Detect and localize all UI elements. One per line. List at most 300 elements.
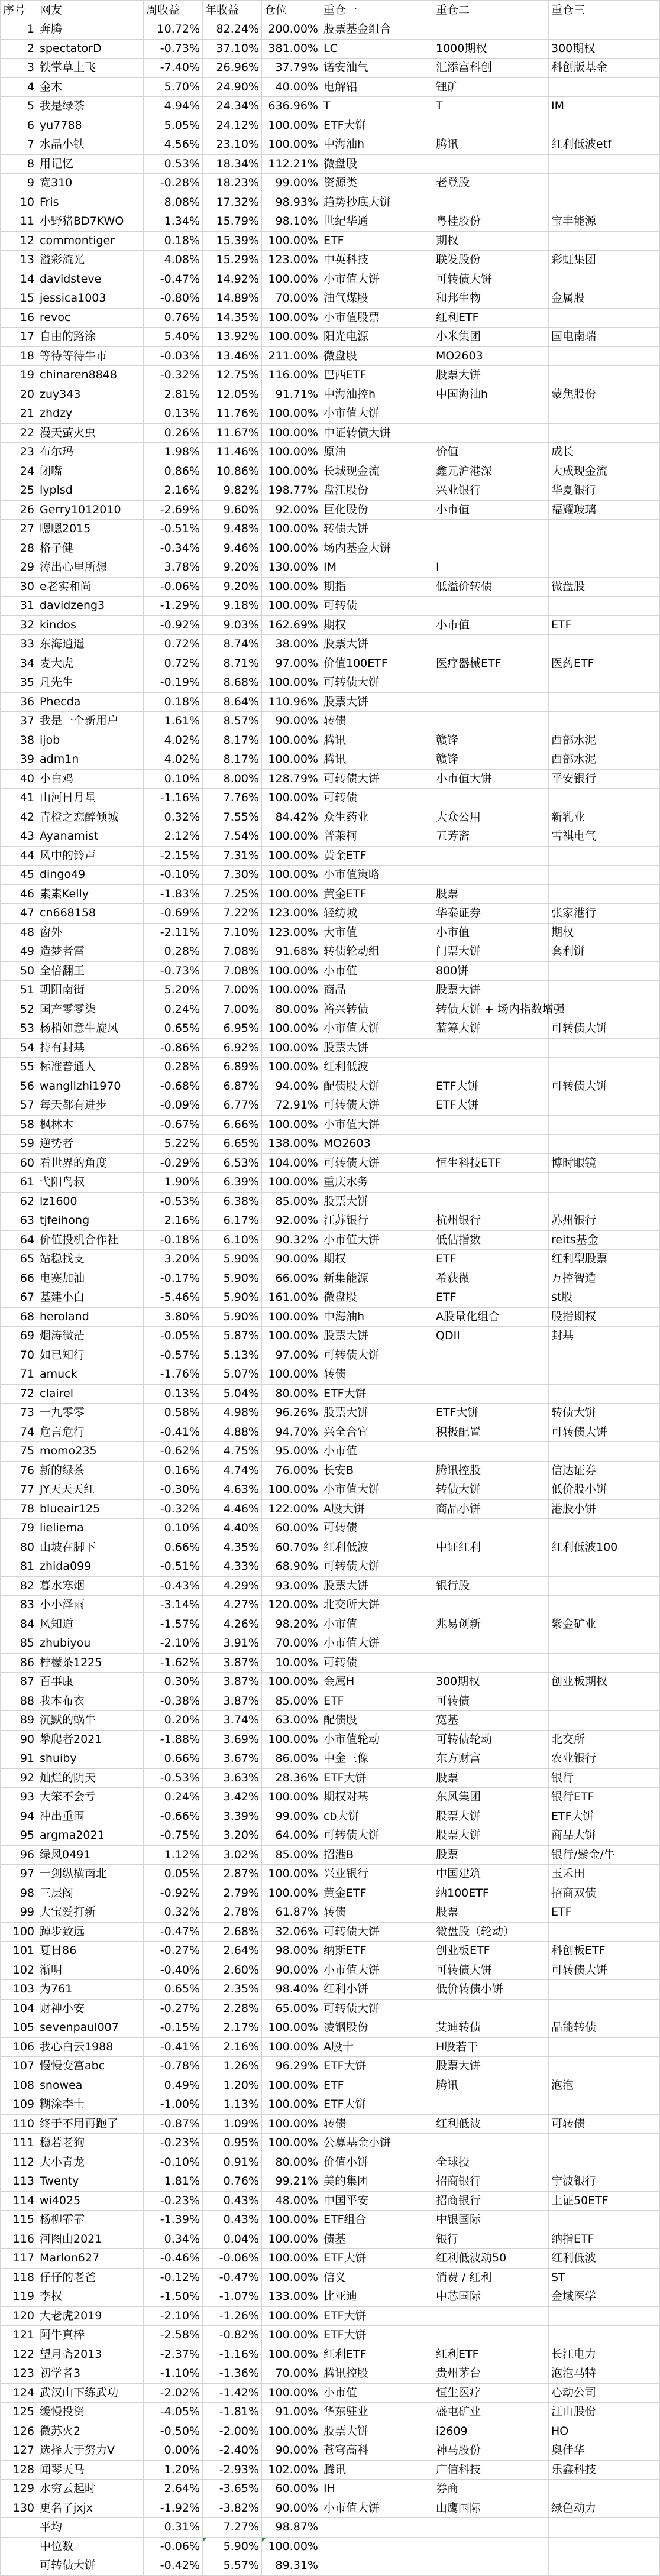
cell-holding-2: 期权 xyxy=(433,231,549,251)
cell-weekly-return: 0.20% xyxy=(144,1711,203,1731)
cell-weekly-return: -0.47% xyxy=(144,270,203,289)
cell-holding-2: 盛屯矿业 xyxy=(433,2403,549,2422)
cell-weekly-return: 0.72% xyxy=(144,654,203,673)
cell-weekly-return: 4.56% xyxy=(144,135,203,155)
cell-holding-2: H股若干 xyxy=(433,2037,549,2057)
cell-holding-1: 黄金ETF xyxy=(321,1884,433,1903)
cell-position: 90.00% xyxy=(262,712,321,731)
cell-holding-1: ETF xyxy=(321,2076,433,2095)
cell-index: 96 xyxy=(1,1845,37,1865)
cell-position: 72.91% xyxy=(262,1096,321,1116)
cell-position: 80.00% xyxy=(262,1384,321,1404)
cell-holding-3: 长江电力 xyxy=(549,2345,660,2364)
cell-holding-1: 小市值大饼 xyxy=(321,404,433,424)
cell-user: 望月斋2013 xyxy=(37,2345,144,2364)
cell-annual-return: 4.46% xyxy=(203,1499,262,1519)
cell-annual-return: 17.32% xyxy=(203,193,262,212)
cell-index: 130 xyxy=(1,2499,37,2518)
cell-holding-1: 可转债大饼 xyxy=(321,1153,433,1173)
cell-index: 90 xyxy=(1,1730,37,1749)
table-row xyxy=(1,1135,660,1154)
cell-user: blueair125 xyxy=(37,1499,144,1519)
cell-weekly-return: -0.10% xyxy=(144,866,203,885)
cell-holding-1: 腾讯 xyxy=(321,731,433,750)
cell-holding-3: 紫金矿业 xyxy=(549,1615,660,1634)
cell-index: 56 xyxy=(1,1077,37,1096)
cell-weekly-return: -0.18% xyxy=(144,1230,203,1250)
cell-holding-2: 联发股份 xyxy=(433,251,549,270)
cell-holding-3: 晶能转债 xyxy=(549,2018,660,2038)
cell-holding-3: 平安银行 xyxy=(549,769,660,789)
cell-index: 82 xyxy=(1,1576,37,1596)
cell-index: 34 xyxy=(1,654,37,673)
cell-index: 125 xyxy=(1,2403,37,2422)
cell-holding-1: 裕兴转债 xyxy=(321,1000,433,1019)
cell-holding-3: 博时眼镜 xyxy=(549,1153,660,1173)
cell-holding-1: 长安B xyxy=(321,1461,433,1480)
cell-position: 80.00% xyxy=(262,2153,321,2172)
cell-holding-2 xyxy=(433,2556,549,2576)
cell-user: 杨柳霏霏 xyxy=(37,2211,144,2230)
cell-index: 91 xyxy=(1,1749,37,1769)
cell-index: 30 xyxy=(1,577,37,597)
cell-holding-1: 中证转债大饼 xyxy=(321,423,433,443)
cell-annual-return: 6.17% xyxy=(203,1211,262,1231)
cell-weekly-return: 1.90% xyxy=(144,1173,203,1193)
cell-user: e老实和尚 xyxy=(37,577,144,597)
cell-holding-2: 中银国际 xyxy=(433,2211,549,2230)
cell-position: 90.00% xyxy=(262,2441,321,2461)
table-row xyxy=(1,2172,660,2192)
cell-weekly-return: -0.05% xyxy=(144,1327,203,1346)
cell-weekly-return: -0.23% xyxy=(144,2134,203,2153)
cell-annual-return: 4.88% xyxy=(203,1423,262,1442)
cell-holding-1: ETF大饼 xyxy=(321,2095,433,2115)
cell-weekly-return: 2.16% xyxy=(144,1211,203,1231)
cell-weekly-return: 0.72% xyxy=(144,635,203,654)
cell-holding-2: 小市值 xyxy=(433,923,549,942)
cell-holding-2 xyxy=(433,1999,549,2018)
cell-index: 62 xyxy=(1,1192,37,1211)
cell-holding-1: 美的集团 xyxy=(321,2172,433,2192)
cell-holding-1: 股票基金组合 xyxy=(321,20,433,40)
cell-index: 115 xyxy=(1,2211,37,2230)
cell-user: 财神小安 xyxy=(37,1999,144,2018)
cell-holding-2 xyxy=(433,193,549,212)
cell-position: 133.00% xyxy=(262,2287,321,2307)
table-row xyxy=(1,1999,660,2018)
cell-holding-3 xyxy=(549,2095,660,2115)
cell-holding-1: 红利低波 xyxy=(321,1058,433,1077)
table-row xyxy=(1,1557,660,1577)
cell-annual-return: 7.22% xyxy=(203,904,262,924)
cell-holding-3 xyxy=(549,2518,660,2538)
cell-index: 111 xyxy=(1,2134,37,2153)
cell-index: 41 xyxy=(1,789,37,808)
cell-index xyxy=(1,2537,37,2556)
cell-index: 55 xyxy=(1,1058,37,1077)
cell-user: 渐明 xyxy=(37,1961,144,1980)
cell-position: 70.00% xyxy=(262,1634,321,1654)
cell-weekly-return: 2.16% xyxy=(144,481,203,501)
cell-annual-return: -0.82% xyxy=(203,2326,262,2345)
cell-weekly-return: -1.29% xyxy=(144,597,203,616)
cell-position: 198.77% xyxy=(262,481,321,501)
cell-position: 98.40% xyxy=(262,1980,321,2000)
cell-holding-2: 广信科技 xyxy=(433,2460,549,2480)
cell-weekly-return: 10.72% xyxy=(144,20,203,40)
cell-holding-1: 可转债大饼 xyxy=(321,1826,433,1846)
cell-user: wi4025 xyxy=(37,2191,144,2211)
cell-holding-3 xyxy=(549,116,660,135)
cell-weekly-return: 0.16% xyxy=(144,1461,203,1480)
cell-annual-return: 4.74% xyxy=(203,1461,262,1480)
cell-weekly-return: 1.34% xyxy=(144,212,203,232)
cell-annual-return: 1.26% xyxy=(203,2057,262,2076)
cell-index: 105 xyxy=(1,2018,37,2038)
cell-annual-return: 5.90% xyxy=(203,1288,262,1308)
table-row xyxy=(1,1730,660,1749)
cell-holding-3: HO xyxy=(549,2422,660,2441)
cell-user: Twenty xyxy=(37,2172,144,2192)
cell-position: 100.00% xyxy=(262,2326,321,2345)
cell-weekly-return: 0.31% xyxy=(144,2518,203,2538)
cell-holding-2: 股票大饼 xyxy=(433,1826,549,1846)
cell-holding-3: 绿色动力 xyxy=(549,2499,660,2518)
cell-holding-2 xyxy=(433,2134,549,2153)
cell-annual-return: 13.46% xyxy=(203,346,262,366)
cell-holding-2: MO2603 xyxy=(433,346,549,366)
cell-holding-2: I xyxy=(433,558,549,578)
cell-weekly-return: 0.00% xyxy=(144,2441,203,2461)
cell-holding-2 xyxy=(433,520,549,539)
cell-position: 100.00% xyxy=(262,1307,321,1327)
table-row xyxy=(1,731,660,750)
cell-weekly-return: -1.16% xyxy=(144,789,203,808)
cell-annual-return: -1.36% xyxy=(203,2364,262,2384)
cell-holding-2 xyxy=(433,2518,549,2538)
cell-position: 100.00% xyxy=(262,404,321,424)
cell-holding-2: i2609 xyxy=(433,2422,549,2441)
cell-holding-3: 可转债大饼 xyxy=(549,1077,660,1096)
table-row xyxy=(1,904,660,924)
cell-position: 123.00% xyxy=(262,923,321,942)
cell-position: 162.69% xyxy=(262,615,321,635)
cell-annual-return: 5.90% xyxy=(203,2537,262,2556)
cell-annual-return: 3.42% xyxy=(203,1788,262,1807)
cell-holding-2: ETF大饼 xyxy=(433,1096,549,1116)
cell-weekly-return: 0.86% xyxy=(144,462,203,481)
cell-holding-3 xyxy=(549,1442,660,1462)
cell-annual-return: 7.54% xyxy=(203,827,262,847)
cell-annual-return: 7.31% xyxy=(203,846,262,866)
cell-user: 风知道 xyxy=(37,1615,144,1634)
table-row xyxy=(1,577,660,597)
table-row xyxy=(1,942,660,962)
cell-holding-3 xyxy=(549,1135,660,1154)
cell-position: 98.10% xyxy=(262,212,321,232)
cell-holding-3 xyxy=(549,404,660,424)
cell-holding-2: 1000期权 xyxy=(433,39,549,59)
cell-weekly-return: -0.42% xyxy=(144,2556,203,2576)
cell-user: 绿风0491 xyxy=(37,1845,144,1865)
cell-holding-3: ETF大饼 xyxy=(549,1807,660,1826)
cell-user: zhida099 xyxy=(37,1557,144,1577)
cell-weekly-return: -0.73% xyxy=(144,39,203,59)
cell-annual-return: 9.48% xyxy=(203,520,262,539)
cell-position: 100.00% xyxy=(262,1788,321,1807)
cell-index: 95 xyxy=(1,1826,37,1846)
cell-weekly-return: -5.46% xyxy=(144,1288,203,1308)
cell-index: 129 xyxy=(1,2480,37,2499)
cell-holding-1: ETF大饼 xyxy=(321,1384,433,1404)
cell-user: 三层阁 xyxy=(37,1884,144,1903)
cell-index: 19 xyxy=(1,366,37,385)
cell-index: 110 xyxy=(1,2114,37,2134)
cell-holding-2: 小市值大饼 xyxy=(433,769,549,789)
table-row xyxy=(1,1442,660,1462)
cell-index: 23 xyxy=(1,443,37,462)
table-row xyxy=(1,1634,660,1654)
cell-weekly-return: -0.19% xyxy=(144,673,203,693)
cell-holding-1: 商品 xyxy=(321,981,433,1000)
table-row xyxy=(1,385,660,404)
cell-holding-3 xyxy=(549,1115,660,1135)
cell-annual-return: 6.95% xyxy=(203,1019,262,1039)
cell-annual-return: 12.75% xyxy=(203,366,262,385)
cell-position: 100.00% xyxy=(262,1480,321,1500)
cell-index: 106 xyxy=(1,2037,37,2057)
cell-index: 120 xyxy=(1,2306,37,2326)
cell-holding-2: 低估指数 xyxy=(433,1230,549,1250)
table-row xyxy=(1,1961,660,1980)
cell-holding-2: 老登股 xyxy=(433,174,549,193)
cell-position: 100.00% xyxy=(262,1673,321,1692)
cell-user: revoc xyxy=(37,308,144,328)
cell-weekly-return: 0.58% xyxy=(144,1404,203,1423)
cell-holding-3: 招商双债 xyxy=(549,1884,660,1903)
cell-index: 38 xyxy=(1,731,37,750)
table-row xyxy=(1,2191,660,2211)
cell-weekly-return: -1.92% xyxy=(144,2499,203,2518)
cell-annual-return: 2.68% xyxy=(203,1922,262,1942)
cell-index: 66 xyxy=(1,1269,37,1288)
cell-weekly-return: -1.39% xyxy=(144,2211,203,2230)
cell-annual-return: 8.74% xyxy=(203,635,262,654)
cell-holding-1: 世纪华通 xyxy=(321,212,433,232)
cell-user: 我心白云1988 xyxy=(37,2037,144,2057)
cell-user: kindos xyxy=(37,615,144,635)
cell-holding-3 xyxy=(549,846,660,866)
table-row xyxy=(1,1269,660,1288)
cell-holding-2: 红利ETF xyxy=(433,2345,549,2364)
cell-user: 铁掌草上飞 xyxy=(37,59,144,78)
cell-holding-1: 腾讯 xyxy=(321,750,433,770)
cell-position: 40.00% xyxy=(262,77,321,97)
cell-holding-2: ETF大饼 xyxy=(433,1404,549,1423)
cell-weekly-return: -1.50% xyxy=(144,2287,203,2307)
table-row xyxy=(1,1653,660,1673)
cell-position: 93.00% xyxy=(262,1576,321,1596)
cell-position: 138.00% xyxy=(262,1135,321,1154)
cell-holding-1: 公募基金小饼 xyxy=(321,2134,433,2153)
cell-index: 7 xyxy=(1,135,37,155)
cell-holding-1: 金属H xyxy=(321,1673,433,1692)
cell-holding-2: 转债大饼 + 场内指数增强 xyxy=(433,1000,549,1019)
cell-annual-return: 8.17% xyxy=(203,750,262,770)
cell-holding-1: 价值小饼 xyxy=(321,2153,433,2172)
table-row xyxy=(1,308,660,328)
cell-holding-1: 黄金ETF xyxy=(321,884,433,904)
table-row xyxy=(1,174,660,193)
cell-holding-3 xyxy=(549,2326,660,2345)
cell-user: 大小青龙 xyxy=(37,2153,144,2172)
cell-holding-2: 蓝筹大饼 xyxy=(433,1019,549,1039)
cell-index: 36 xyxy=(1,692,37,712)
cell-holding-3: reits基金 xyxy=(549,1230,660,1250)
cell-position: 64.00% xyxy=(262,1826,321,1846)
cell-user: Fris xyxy=(37,193,144,212)
cell-holding-3: 玉禾田 xyxy=(549,1865,660,1884)
cell-holding-1: 期权对基 xyxy=(321,1788,433,1807)
table-row xyxy=(1,135,660,155)
cell-holding-1: 微盘股 xyxy=(321,1288,433,1308)
cell-holding-1: IH xyxy=(321,2480,433,2499)
cell-holding-3: 科创版基金 xyxy=(549,59,660,78)
table-row xyxy=(1,1365,660,1385)
cell-holding-1: 转债轮动组 xyxy=(321,942,433,962)
table-row xyxy=(1,1845,660,1865)
cell-holding-3 xyxy=(549,2037,660,2057)
cell-position: 122.00% xyxy=(262,1499,321,1519)
table-row xyxy=(1,866,660,885)
cell-position: 100.00% xyxy=(262,1058,321,1077)
cell-user: 我是一个新用户 xyxy=(37,712,144,731)
table-row xyxy=(1,1019,660,1039)
cell-position: 100.00% xyxy=(262,1115,321,1135)
cell-annual-return: -3.65% xyxy=(203,2480,262,2499)
table-row xyxy=(1,2287,660,2307)
cell-weekly-return: 0.66% xyxy=(144,1749,203,1769)
cell-holding-2: 转债大饼 xyxy=(433,1480,549,1500)
cell-holding-2: 股票 xyxy=(433,884,549,904)
cell-position: 90.32% xyxy=(262,1230,321,1250)
cell-annual-return: 2.28% xyxy=(203,1999,262,2018)
cell-holding-1: 长城现金流 xyxy=(321,462,433,481)
cell-holding-2: 银行股 xyxy=(433,1576,549,1596)
cell-index: 47 xyxy=(1,904,37,924)
table-row xyxy=(1,846,660,866)
cell-position: 102.00% xyxy=(262,2460,321,2480)
cell-holding-3 xyxy=(549,1711,660,1731)
cell-holding-3: 金域医学 xyxy=(549,2287,660,2307)
cell-position: 99.21% xyxy=(262,2172,321,2192)
cell-annual-return: 11.46% xyxy=(203,443,262,462)
cell-weekly-return: 8.08% xyxy=(144,193,203,212)
cell-position: 100.00% xyxy=(262,2134,321,2153)
cell-holding-3 xyxy=(549,1384,660,1404)
cell-holding-1: 股票大饼 xyxy=(321,1038,433,1058)
cell-holding-1: 配债股 xyxy=(321,1711,433,1731)
cell-position: 38.00% xyxy=(262,635,321,654)
cell-holding-2: T xyxy=(433,97,549,116)
cell-index: 60 xyxy=(1,1153,37,1173)
cell-holding-1: 可转债大饼 xyxy=(321,1346,433,1365)
cell-holding-1: ETF大饼 xyxy=(321,1768,433,1788)
table-row xyxy=(1,2306,660,2326)
cell-index: 92 xyxy=(1,1768,37,1788)
table-row xyxy=(1,423,660,443)
cell-holding-1: 信义 xyxy=(321,2268,433,2287)
cell-weekly-return: -0.69% xyxy=(144,904,203,924)
cell-annual-return: 5.87% xyxy=(203,1327,262,1346)
cell-position: 100.00% xyxy=(262,731,321,750)
cell-user: 标准普通人 xyxy=(37,1058,144,1077)
table-row xyxy=(1,673,660,693)
cell-user: 窗外 xyxy=(37,923,144,942)
cell-position: 89.31% xyxy=(262,2556,321,2576)
cell-index: 59 xyxy=(1,1135,37,1154)
cell-user: 柠檬茶1225 xyxy=(37,1653,144,1673)
cell-user: 每天都有进步 xyxy=(37,1096,144,1116)
cell-position: 100.00% xyxy=(262,308,321,328)
cell-annual-return: 7.00% xyxy=(203,1000,262,1019)
cell-position: 98.87% xyxy=(262,2518,321,2538)
cell-weekly-return: -0.78% xyxy=(144,2057,203,2076)
table-row xyxy=(1,769,660,789)
cell-weekly-return: -0.12% xyxy=(144,2268,203,2287)
table-row xyxy=(1,212,660,232)
cell-weekly-return: -2.15% xyxy=(144,846,203,866)
table-row xyxy=(1,1346,660,1365)
cell-holding-3 xyxy=(549,673,660,693)
cell-weekly-return: 0.76% xyxy=(144,308,203,328)
cell-holding-3 xyxy=(549,2134,660,2153)
cell-holding-2 xyxy=(433,1557,549,1577)
cell-user: 新的绿茶 xyxy=(37,1461,144,1480)
cell-index: 93 xyxy=(1,1788,37,1807)
cell-holding-2: 东风集团 xyxy=(433,1788,549,1807)
cell-position: 65.00% xyxy=(262,1999,321,2018)
cell-annual-return: 2.87% xyxy=(203,1865,262,1884)
table-row xyxy=(1,116,660,135)
cell-holding-2: 股票大饼 xyxy=(433,981,549,1000)
cell-weekly-return: 3.20% xyxy=(144,1250,203,1269)
cell-user: 基建小白 xyxy=(37,1288,144,1308)
cell-index: 67 xyxy=(1,1288,37,1308)
cell-annual-return: 82.24% xyxy=(203,20,262,40)
cell-index: 5 xyxy=(1,97,37,116)
cell-holding-1: 股票大饼 xyxy=(321,1404,433,1423)
cell-holding-1: 江苏银行 xyxy=(321,1211,433,1231)
cell-position: 100.00% xyxy=(262,2114,321,2134)
cell-index: 69 xyxy=(1,1327,37,1346)
cell-annual-return: 5.90% xyxy=(203,1307,262,1327)
cell-weekly-return: 0.28% xyxy=(144,942,203,962)
cell-weekly-return: -0.30% xyxy=(144,1480,203,1500)
cell-annual-return: 6.92% xyxy=(203,1038,262,1058)
table-row xyxy=(1,2211,660,2230)
cell-holding-2 xyxy=(433,2537,549,2556)
table-row xyxy=(1,2499,660,2518)
cell-index: 127 xyxy=(1,2441,37,2461)
cell-position: 100.00% xyxy=(262,462,321,481)
table-row xyxy=(1,2153,660,2172)
cell-holding-2: ETF大饼 xyxy=(433,1077,549,1096)
cell-holding-3: 红利型股票 xyxy=(549,1250,660,1269)
cell-annual-return: 2.79% xyxy=(203,1884,262,1903)
cell-index: 46 xyxy=(1,884,37,904)
